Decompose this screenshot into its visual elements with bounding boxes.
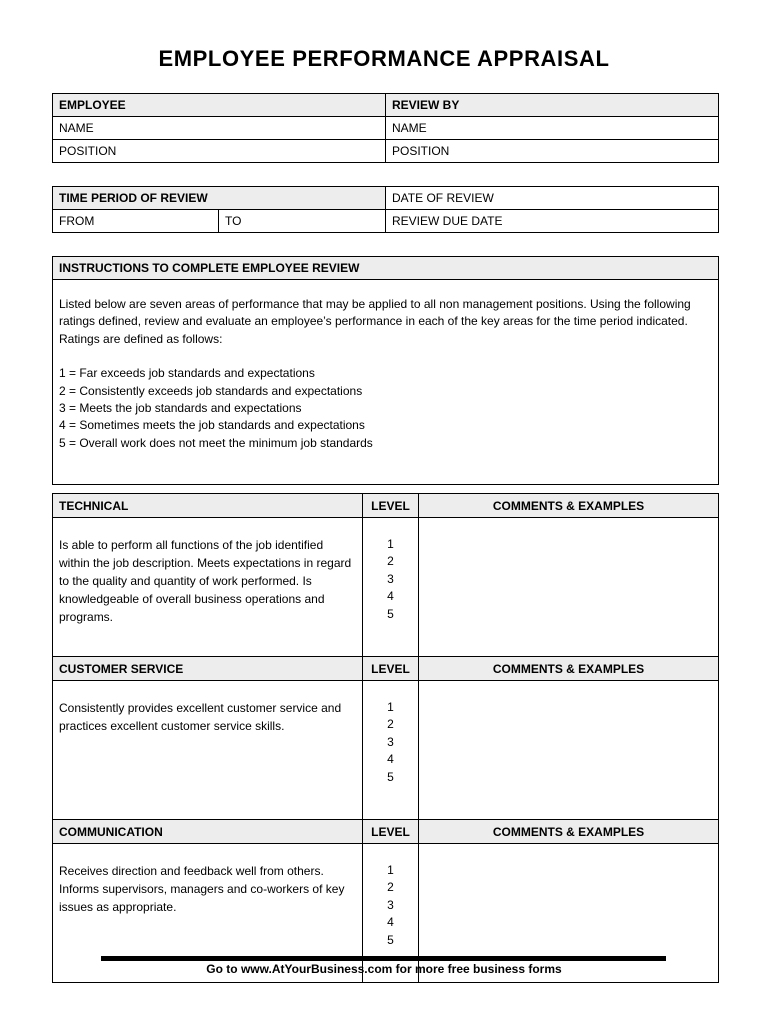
area-title-communication: COMMUNICATION <box>53 820 363 844</box>
time-period-label: TIME PERIOD OF REVIEW <box>53 187 386 210</box>
level-option[interactable]: 1 <box>387 863 394 877</box>
instructions-body <box>53 280 719 485</box>
level-option[interactable]: 2 <box>387 880 394 895</box>
comments-header: COMMENTS & EXAMPLES <box>419 494 719 518</box>
employee-position-field[interactable]: POSITION <box>53 140 386 163</box>
rating-definition: 4 = Sometimes meets the job standards and expectations <box>59 418 365 433</box>
instructions-paragraph: Listed below are seven areas of performance that may be applied to all non management positions. Using the following ratings defined, review and evaluate an employee’s performance in each of the key areas for the time period indicated. Ratings are defined as follows: <box>59 297 691 346</box>
level-option[interactable]: 4 <box>387 589 394 604</box>
level-options[interactable] <box>363 518 419 657</box>
footer-divider <box>101 956 666 961</box>
instructions-table <box>52 256 719 485</box>
rating-definition: 1 = Far exceeds job standards and expectations <box>59 366 315 381</box>
level-option[interactable]: 3 <box>387 897 394 912</box>
comments-header: COMMENTS & EXAMPLES <box>419 657 719 681</box>
rating-definition: 2 = Consistently exceeds job standards and expectations <box>59 383 363 398</box>
level-option[interactable]: 4 <box>387 752 394 767</box>
level-option[interactable]: 5 <box>387 606 394 621</box>
to-field[interactable]: TO <box>219 210 386 233</box>
employee-name-field[interactable]: NAME <box>53 117 386 140</box>
area-description: Receives direction and feedback well from others. Informs supervisors, managers and co-workers of key issues as appropriate. <box>53 844 363 983</box>
level-option[interactable]: 1 <box>387 537 394 551</box>
review-due-date-field[interactable]: REVIEW DUE DATE <box>386 210 719 233</box>
date-of-review-field[interactable]: DATE OF REVIEW <box>386 187 719 210</box>
instructions-heading: INSTRUCTIONS TO COMPLETE EMPLOYEE REVIEW <box>53 257 719 280</box>
level-option[interactable]: 3 <box>387 571 394 586</box>
level-header: LEVEL <box>363 657 419 681</box>
level-header: LEVEL <box>363 494 419 518</box>
employee-label: EMPLOYEE <box>53 94 386 117</box>
rating-definition: 3 = Meets the job standards and expectations <box>59 401 302 416</box>
page-title: EMPLOYEE PERFORMANCE APPRAISAL <box>158 46 610 71</box>
area-title-technical: TECHNICAL <box>53 494 363 518</box>
level-option[interactable]: 2 <box>387 554 394 569</box>
footer-note: Go to www.AtYourBusiness.com for more free business forms <box>206 962 562 976</box>
level-option[interactable]: 5 <box>387 769 394 784</box>
level-header: LEVEL <box>363 820 419 844</box>
reviewer-name-field[interactable]: NAME <box>386 117 719 140</box>
area-description: Consistently provides excellent customer service and practices excellent customer service skills. <box>53 681 363 820</box>
performance-areas-table <box>52 493 719 983</box>
level-option[interactable]: 4 <box>387 915 394 930</box>
level-option[interactable]: 2 <box>387 717 394 732</box>
comments-field[interactable] <box>419 681 719 820</box>
comments-field[interactable] <box>419 518 719 657</box>
area-title-customer-service: CUSTOMER SERVICE <box>53 657 363 681</box>
review-by-label: REVIEW BY <box>386 94 719 117</box>
level-option[interactable]: 5 <box>387 932 394 947</box>
employee-info-table <box>52 93 719 163</box>
comments-header: COMMENTS & EXAMPLES <box>419 820 719 844</box>
area-description: Is able to perform all functions of the job identified within the job description. Meets expectations in regard to the quality and quantity of work performed. Is knowledgeable of overall business operations and programs. <box>53 518 363 657</box>
review-period-table <box>52 186 719 233</box>
rating-definition: 5 = Overall work does not meet the minimum job standards <box>59 435 373 450</box>
reviewer-position-field[interactable]: POSITION <box>386 140 719 163</box>
level-option[interactable]: 1 <box>387 700 394 714</box>
from-field[interactable]: FROM <box>53 210 219 233</box>
level-options[interactable] <box>363 681 419 820</box>
level-option[interactable]: 3 <box>387 734 394 749</box>
